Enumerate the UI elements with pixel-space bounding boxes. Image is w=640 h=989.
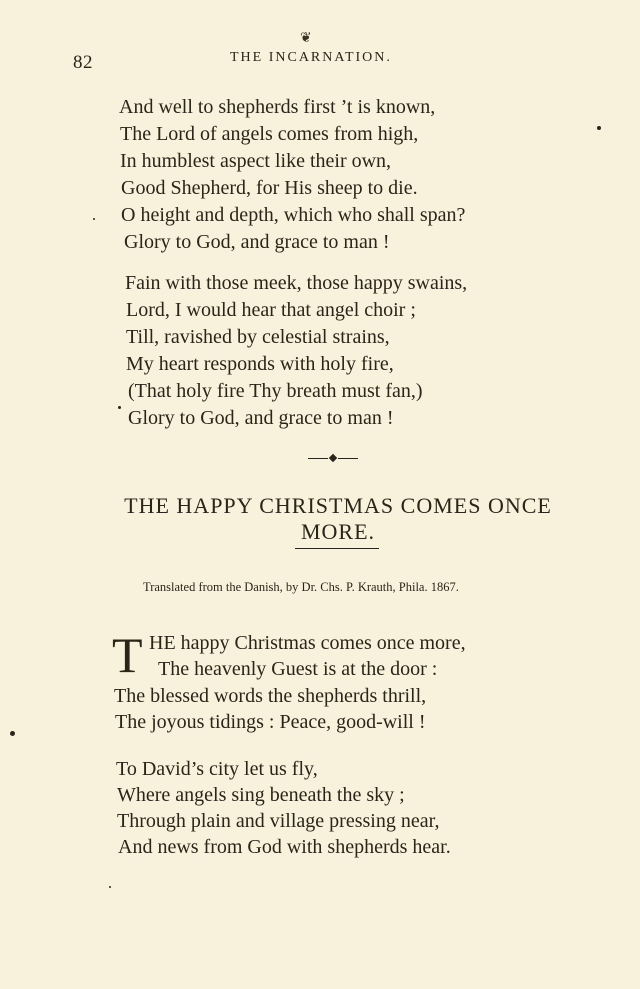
ink-speck: [597, 126, 601, 130]
verse-line: The heavenly Guest is at the door :: [158, 658, 438, 680]
verse-line: And news from God with shepherds hear.: [118, 836, 451, 858]
verse-line: The joyous tidings : Peace, good-will !: [115, 711, 426, 733]
verse-line: Where angels sing beneath the sky ;: [117, 784, 405, 806]
verse-line: Fain with those meek, those happy swains,: [125, 272, 468, 294]
verse-line: Through plain and village pressing near,: [117, 810, 440, 832]
running-head: THE INCARNATION.: [230, 50, 392, 65]
verse-line: To David’s city let us fly,: [116, 758, 318, 780]
verse-line: And well to shepherds first ’t is known,: [119, 96, 436, 118]
title-rule: [295, 548, 379, 549]
poem-title-line2: MORE.: [300, 519, 376, 544]
verse-line: O height and depth, which who shall span?: [121, 204, 466, 226]
verse-line: Lord, I would hear that angel choir ;: [126, 299, 416, 321]
fleuron-ornament: ❦: [300, 31, 312, 46]
page-number: 82: [73, 52, 93, 73]
verse-line: The Lord of angels comes from high,: [120, 123, 419, 145]
verse-line: (That holy fire Thy breath must fan,): [128, 380, 423, 402]
verse-line: In humblest aspect like their own,: [120, 150, 392, 172]
poem-title-line1: THE HAPPY CHRISTMAS COMES ONCE: [124, 493, 552, 518]
section-divider: [308, 452, 358, 466]
attribution: Translated from the Danish, by Dr. Chs. P. Krauth, Phila. 1867.: [143, 580, 459, 594]
verse-line: The blessed words the shepherds thrill,: [114, 685, 427, 707]
verse-line: Glory to God, and grace to man !: [124, 231, 390, 253]
verse-line: My heart responds with holy fire,: [126, 353, 394, 375]
ink-speck: [93, 218, 95, 220]
verse-line: Till, ravished by celestial strains,: [126, 326, 390, 348]
verse-line: HE happy Christmas comes once more,: [149, 632, 466, 654]
verse-line: Glory to God, and grace to man !: [128, 407, 394, 429]
verse-line: Good Shepherd, for His sheep to die.: [121, 177, 418, 199]
ink-speck: [109, 886, 111, 888]
ink-speck: [10, 731, 15, 736]
ink-speck: [118, 406, 121, 409]
drop-cap: T: [112, 627, 143, 683]
